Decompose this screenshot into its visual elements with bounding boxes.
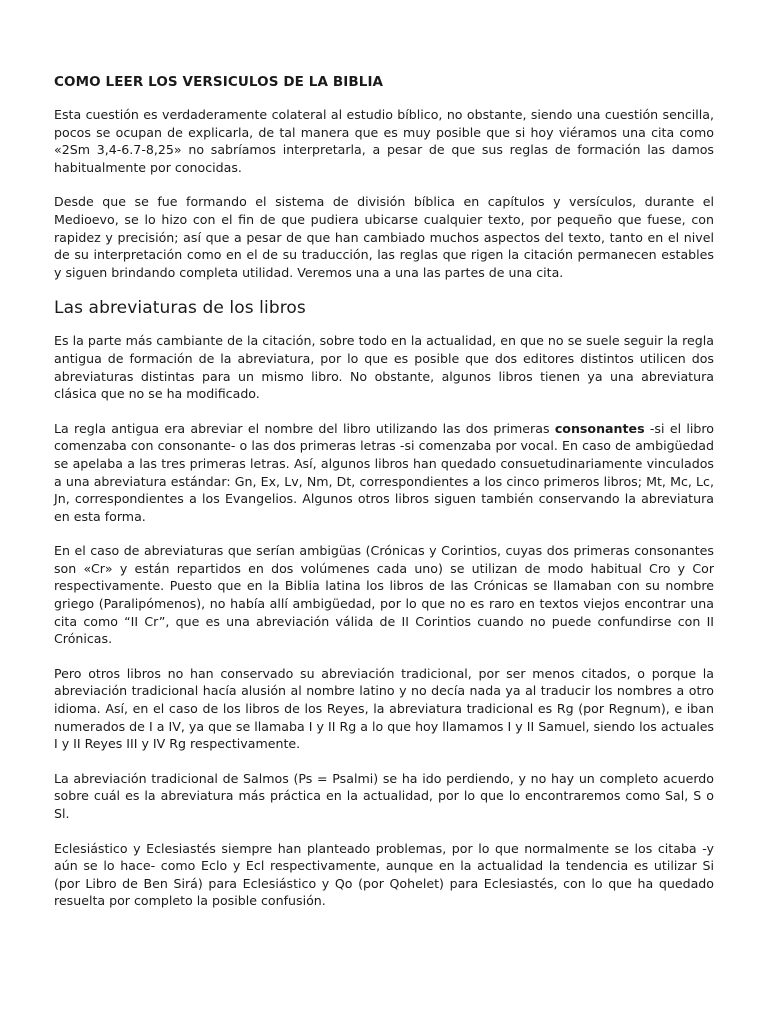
paragraph-text: -si el libro comenzaba con consonante- o las dos primeras letras -si comenzaba por vocal. En caso de ambigüedad se apelaba a las tres primeras letras. Así, algunos libros han quedado consuetudinariamente vinculados a una abreviatura estándar: Gn, Ex, Lv, Nm, Dt, correspondientes a los cinco primeros libros; Mt, Mc, Lc, Jn, correspondientes a los Evangelios. Algunos otros libros siguen también conservando la abreviatura en esta forma. <box>54 420 714 524</box>
paragraph: Esta cuestión es verdaderamente colateral al estudio bíblico, no obstante, siendo una cuestión sencilla, pocos se ocupan de explicarla, de tal manera que es muy posible que si hoy viéramos una cita como «2Sm 3,4-6.7-8,25» no sabríamos interpretarla, a pesar de que sus reglas de formación las damos habitualmente por conocidas. <box>54 107 714 175</box>
paragraph: En el caso de abreviaturas que serían ambigüas (Crónicas y Corintios, cuyas dos primeras consonantes son «Cr» y están repartidos en dos volúmenes cada uno) se utilizan de modo habitual Cro y Cor respectivamente. Puesto que en la Biblia latina los libros de las Crónicas se llamaban con su nombre griego (Paralipómenos), no había allí ambigüedad, por lo que no es raro en textos viejos encontrar una cita como “II Cr”, que es una abreviación válida de II Corintios cuando no puede confundirse con II Crónicas. <box>54 543 714 647</box>
bold-term: consonantes <box>554 420 645 436</box>
page-title: COMO LEER LOS VERSICULOS DE LA BIBLIA <box>54 74 384 90</box>
paragraph: La abreviación tradicional de Salmos (Ps = Psalmi) se ha ido perdiendo, y no hay un completo acuerdo sobre cuál es la abreviatura más práctica en la actualidad, por lo que lo encontraremos como Sal, S o Sl. <box>54 770 714 821</box>
paragraph <box>54 420 714 526</box>
paragraph-text: La regla antigua era abreviar el nombre del libro utilizando las dos primeras <box>54 420 555 436</box>
paragraph: Pero otros libros no han conservado su abreviación tradicional, por ser menos citados, o porque la abreviación tradicional hacía alusión al nombre latino y no decía nada ya al traducir los nombres a otro idioma. Así, en el caso de los libros de los Reyes, la abreviatura tradicional es Rg (por Regnum), e iban numerados de I a IV, ya que se llamaba I y II Rg a lo que hoy llamamos I y II Samuel, siendo los actuales I y II Reyes III y IV Rg respectivamente. <box>54 665 714 752</box>
paragraph: Es la parte más cambiante de la citación, sobre todo en la actualidad, en que no se suele seguir la regla antigua de formación de la abreviatura, por lo que es posible que dos editores distintos utilicen dos abreviaturas distintas para un mismo libro. No obstante, algunos libros tienen ya una abreviatura clásica que no se ha modificado. <box>54 333 714 402</box>
paragraph: Eclesiástico y Eclesiastés siempre han planteado problemas, por lo que normalmente se los citaba -y aún se lo hace- como Eclo y Ecl respectivamente, aunque en la actualidad la tendencia es utilizar Si (por Libro de Ben Sirá) para Eclesiástico y Qo (por Qohelet) para Eclesiastés, con lo que ha quedado resuelta por completo la posible confusión. <box>54 840 714 909</box>
section-heading: Las abreviaturas de los libros <box>54 298 306 319</box>
paragraph: Desde que se fue formando el sistema de división bíblica en capítulos y versículos, durante el Medioevo, se lo hizo con el fin de que pudiera ubicarse cualquier texto, por pequeño que fuese, con rapidez y precisión; así que a pesar de que han cambiado muchos aspectos del texto, tanto en el nivel de su interpretación como en el de su traducción, las reglas que rigen la citación permanecen estables y siguen brindando completa utilidad. Veremos una a una las partes de una cita. <box>54 194 714 280</box>
